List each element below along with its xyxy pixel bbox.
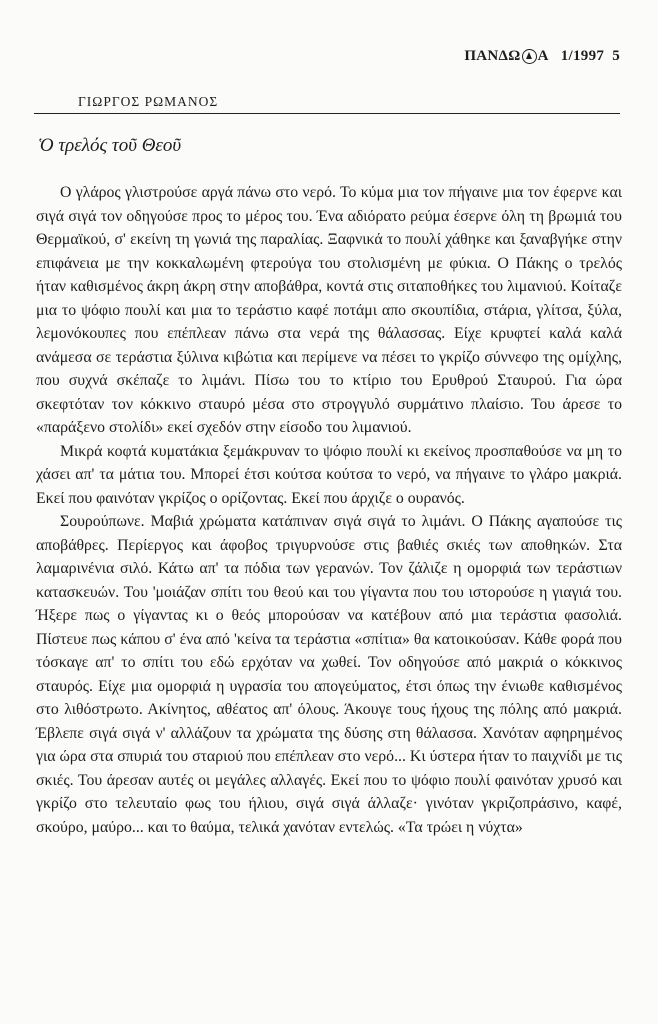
page-number: 5 (612, 48, 620, 64)
magazine-name (464, 48, 548, 65)
page-header (464, 48, 620, 65)
magazine-name-left: ΠΑΝΔΩ (464, 48, 521, 64)
author-name: ΓΙΩΡΓΟΣ ΡΩΜΑΝΟΣ (78, 94, 219, 109)
magazine-logo-icon (522, 49, 537, 64)
header-divider (34, 113, 620, 114)
paragraph-3: Σουρούπωνε. Μαβιά χρώματα κατάπιναν σιγά σιγά το λιμάνι. Ο Πάκης αγαπούσε τις αποβάθρες. Περίεργος και άφοβος τριγυρνούσε στις βαθιές σκιές των αποθηκών. Στα λαμαρινένια σιλό. Κάτω απ' τα πόδια των γερανών. Τον ζάλιζε η ομορφιά των τεράστιων κατασκευών. Του 'μοιάζαν σπίτι του θεού και του γίγαντα που του ιστορούσε η γιαγιά του. Ήξερε πως ο γίγαντας κι ο θεός μπορούσαν να κατέβουν από μια τεράστια φασολιά. Πίστευε πως κάπου σ' ένα από 'κείνα τα τεράστια «σπίτια» θα κατοικούσαν. Κάθε φορά που τόσκαγε απ' το σπίτι του εδώ ερχόταν να χωθεί. Τον οδηγούσε από μακριά ο κόκκινος σταυρός. Είχε μια ομορφιά η υγρασία του απογεύματος, έτσι όπως την ένιωθε καθισμένος στο λιθόστρωτο. Ακίνητος, αθέατος απ' όλους. Άκουγε τους ήχους της πόλης από μακριά. Έβλεπε σιγά σιγά ν' αλλάζουν τα χρώματα της δύσης στη θάλασσα. Χανόταν αφηρημένος για ώρα στα σπυριά του σταριού που επέπλεαν στο νερό... Κι ύστερα ήταν το παιχνίδι με τις σκιές. Του άρεσαν αυτές οι μεγάλες αλλαγές. Εκεί που το ψόφιο πουλί φαινόταν χρυσό και γκρίζο στο τελευταίο φως του ήλιου, σιγά σιγά άλλαζε· γινόταν γκριζοπράσινο, καφέ, σκούρο, μαύρο... και το θαύμα, τελικά χανόταν εντελώς. «Τα τρώει η νύχτα» (36, 513, 622, 836)
magazine-name-right: Α (537, 48, 549, 64)
article-title: Ὁ τρελός τοῦ Θεοῦ (38, 135, 182, 156)
article-body (36, 181, 622, 839)
paragraph-2: Μικρά κοφτά κυματάκια ξεμάκρυναν το ψόφιο πουλί κι εκείνος προσπαθούσε να μη το χάσει απ' τα μάτια του. Μπορεί έτσι κούτσα κούτσα το νερό, να πήγαινε το γλάρο μακριά. Εκεί που φαινόταν γκρίζος ο ορίζοντας. Εκεί που άρχιζε ο ουρανός. (36, 442, 622, 507)
issue-number: 1/1997 (560, 48, 605, 64)
paragraph-1: Ο γλάρος γλιστρούσε αργά πάνω στο νερό. Το κύμα μια τον πήγαινε μια τον έφερνε και σιγά σιγά τον οδηγούσε προς το μέρος του. Ένα αδιόρατο ρεύμα έσερνε όλη τη βρωμιά του Θερμαϊκού, σ' εκείνη τη γωνιά της παραλίας. Ξαφνικά το πουλί χάθηκε και ξαναβγήκε στην επιφάνεια με την κοκκαλωμένη φτερούγα του στολισμένη με φύκια. Ο Πάκης ο τρελός ήταν καθισμένος άκρη άκρη στην αποβάθρα, κοντά στις σιταποθήκες του λιμανιού. Κοίταζε μια το ψόφιο πουλί και μια το τεράστιο καφέ ποτάμι απο σκουπίδια, στάρια, γλίτσα, ξύλα, λεμονόκουπες που επέπλεαν πάνω στα νερά της θάλασσας. Είχε κρυφτεί καλά καλά ανάμεσα σε τεράστια ξύλινα κιβώτια και περίμενε να πέσει το γκρίζο σύννεφο της ομίχλης, που συχνά σκέπαζε το λιμάνι. Πίσω του το κτίριο του Ερυθρού Σταυρού. Για ώρα σκεφτόταν τον κόκκινο σταυρό μέσα στο στρογγυλό συρμάτινο πλαίσιο. Του άρεσε το «παράξενο στολίδι» εκεί σχεδόν στην είσοδο του λιμανιού. (36, 184, 622, 436)
